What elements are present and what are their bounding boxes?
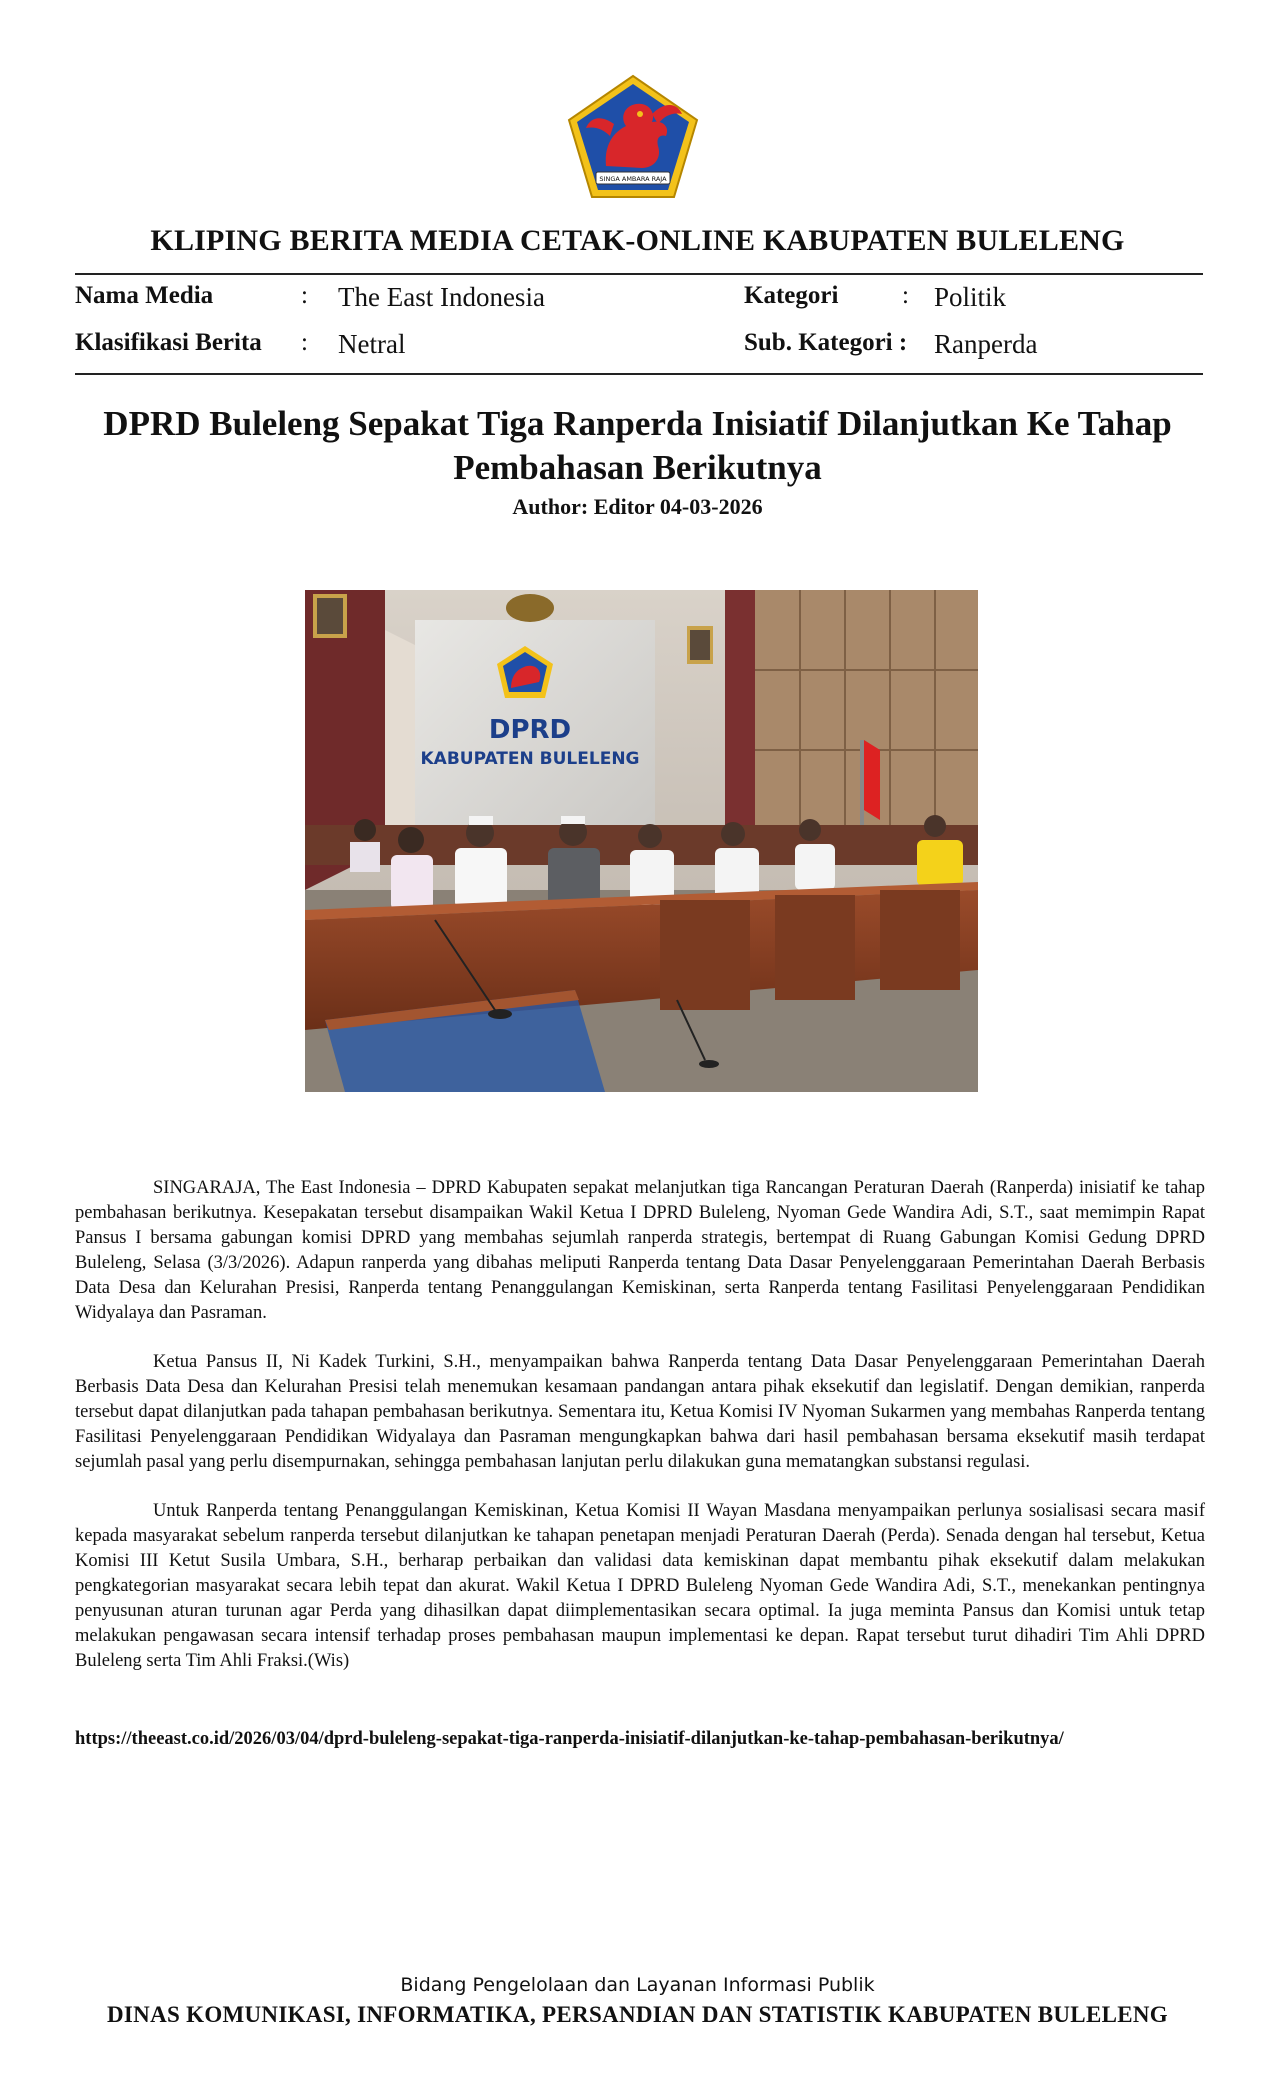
klasifikasi-separator: : [301,329,308,356]
nama-media-separator: : [301,282,308,309]
nama-media-label: Nama Media [75,282,214,309]
kategori-label: Kategori [744,282,839,309]
footer-division: Bidang Pengelolaan dan Layanan Informasi Publik [400,1974,875,1996]
photo-sign-dprd: DPRD [488,715,572,745]
logo-motto: SINGA AMBARA RAJA [599,175,667,183]
header-rule-bottom [75,373,1203,375]
sub-kategori-value: Ranperda [934,329,1038,359]
article-title: DPRD Buleleng Sepakat Tiga Ranperda Inisiatif Dilanjutkan Ke Tahap Pembahasan Berikutnya [103,404,1172,487]
article-paragraph-3: Untuk Ranperda tentang Penanggulangan Kemiskinan, Ketua Komisi II Wayan Masdana menyampaikan perlunya sosialisasi secara masif kepada masyarakat sebelum ranperda tersebut dilanjutkan ke tahapan penetapan menjadi Peraturan Daerah (Perda). Senada dengan hal tersebut, Ketua Komisi III Ketut Susila Umbara, S.H., berharap perbaikan dan validasi data kemiskinan dapat membantu pihak eksekutif dalam melakukan pengkategorian masyarakat secara lebih tepat dan akurat. Wakil Ketua I DPRD Buleleng Nyoman Gede Wandira Adi, S.T., menekankan pentingnya penyusunan aturan turunan agar Perda yang dihasilkan dapat diimplementasikan secara optimal. Ia juga meminta Pansus dan Komisi untuk tetap melakukan pengawasan secara intensif terhadap proses pembahasan maupun implementasi ke depan. Rapat tersebut turut dihadiri Tim Ahli DPRD Buleleng serta Tim Ahli Fraksi.(Wis) [75,1501,1205,1671]
klasifikasi-label: Klasifikasi Berita [75,329,262,356]
kategori-separator: : [902,282,909,309]
sub-kategori-label: Sub. Kategori : [744,329,908,356]
page-header-title: KLIPING BERITA MEDIA CETAK-ONLINE KABUPATEN BULELENG [150,224,1125,257]
article-paragraph-1: SINGARAJA, The East Indonesia – DPRD Kabupaten sepakat melanjutkan tiga Rancangan Peraturan Daerah (Ranperda) inisiatif ke tahap pembahasan berikutnya. Kesepakatan tersebut disampaikan Wakil Ketua I DPRD Buleleng, Nyoman Gede Wandira Adi, S.T., saat memimpin Rapat Pansus I bersama gabungan komisi DPRD yang membahas sejumlah ranperda strategis, bertempat di Ruang Gabungan Komisi Gedung DPRD Buleleng, Selasa (3/3/2026). Adapun ranperda yang dibahas meliputi Ranperda tentang Data Dasar Penyelenggaraan Pemerintahan Daerah Berbasis Data Desa dan Kelurahan Presisi, Ranperda tentang Penanggulangan Kemiskinan, serta Ranperda tentang Fasilitasi Penyelenggaraan Pendidikan Widyalaya dan Pasraman. [75,1178,1205,1323]
article-photo [305,590,978,1092]
article-paragraph-2: Ketua Pansus II, Ni Kadek Turkini, S.H., menyampaikan bahwa Ranperda tentang Data Dasar Penyelenggaraan Pemerintahan Daerah Berbasis Data Desa dan Kelurahan Presisi telah menemukan kesamaan pandangan antara pihak eksekutif dan legislatif. Dengan demikian, ranperda tersebut dapat dilanjutkan pada tahapan pembahasan berikutnya. Sementara itu, Ketua Komisi IV Nyoman Sukarmen yang membahas Ranperda tentang Fasilitasi Penyelenggaraan Pendidikan Widyalaya dan Pasraman mengungkapkan bahwa dari hasil pembahasan bersama eksekutif masih terdapat sejumlah pasal yang perlu disempurnakan, sehingga pembahasan lanjutan perlu dilakukan guna mematangkan substansi regulasi. [75,1352,1205,1472]
header-rule-top [75,273,1203,275]
footer-agency: DINAS KOMUNIKASI, INFORMATIKA, PERSANDIAN DAN STATISTIK KABUPATEN BULELENG [107,2002,1168,2027]
nama-media-value: The East Indonesia [338,282,545,312]
photo-sign-kabupaten: KABUPATEN BULELENG [420,749,640,769]
article-source-url[interactable]: https://theeast.co.id/2026/03/04/dprd-buleleng-sepakat-tiga-ranperda-inisiatif-dilanjutkan-ke-tahap-pembahasan-berikutnya/ [75,1729,1064,1749]
article-author: Author: Editor 04-03-2026 [512,494,763,519]
kategori-value: Politik [934,282,1007,312]
singa-ambara-raja-emblem-icon [566,74,700,200]
article-body [75,1176,1205,1698]
klasifikasi-value: Netral [338,329,406,359]
